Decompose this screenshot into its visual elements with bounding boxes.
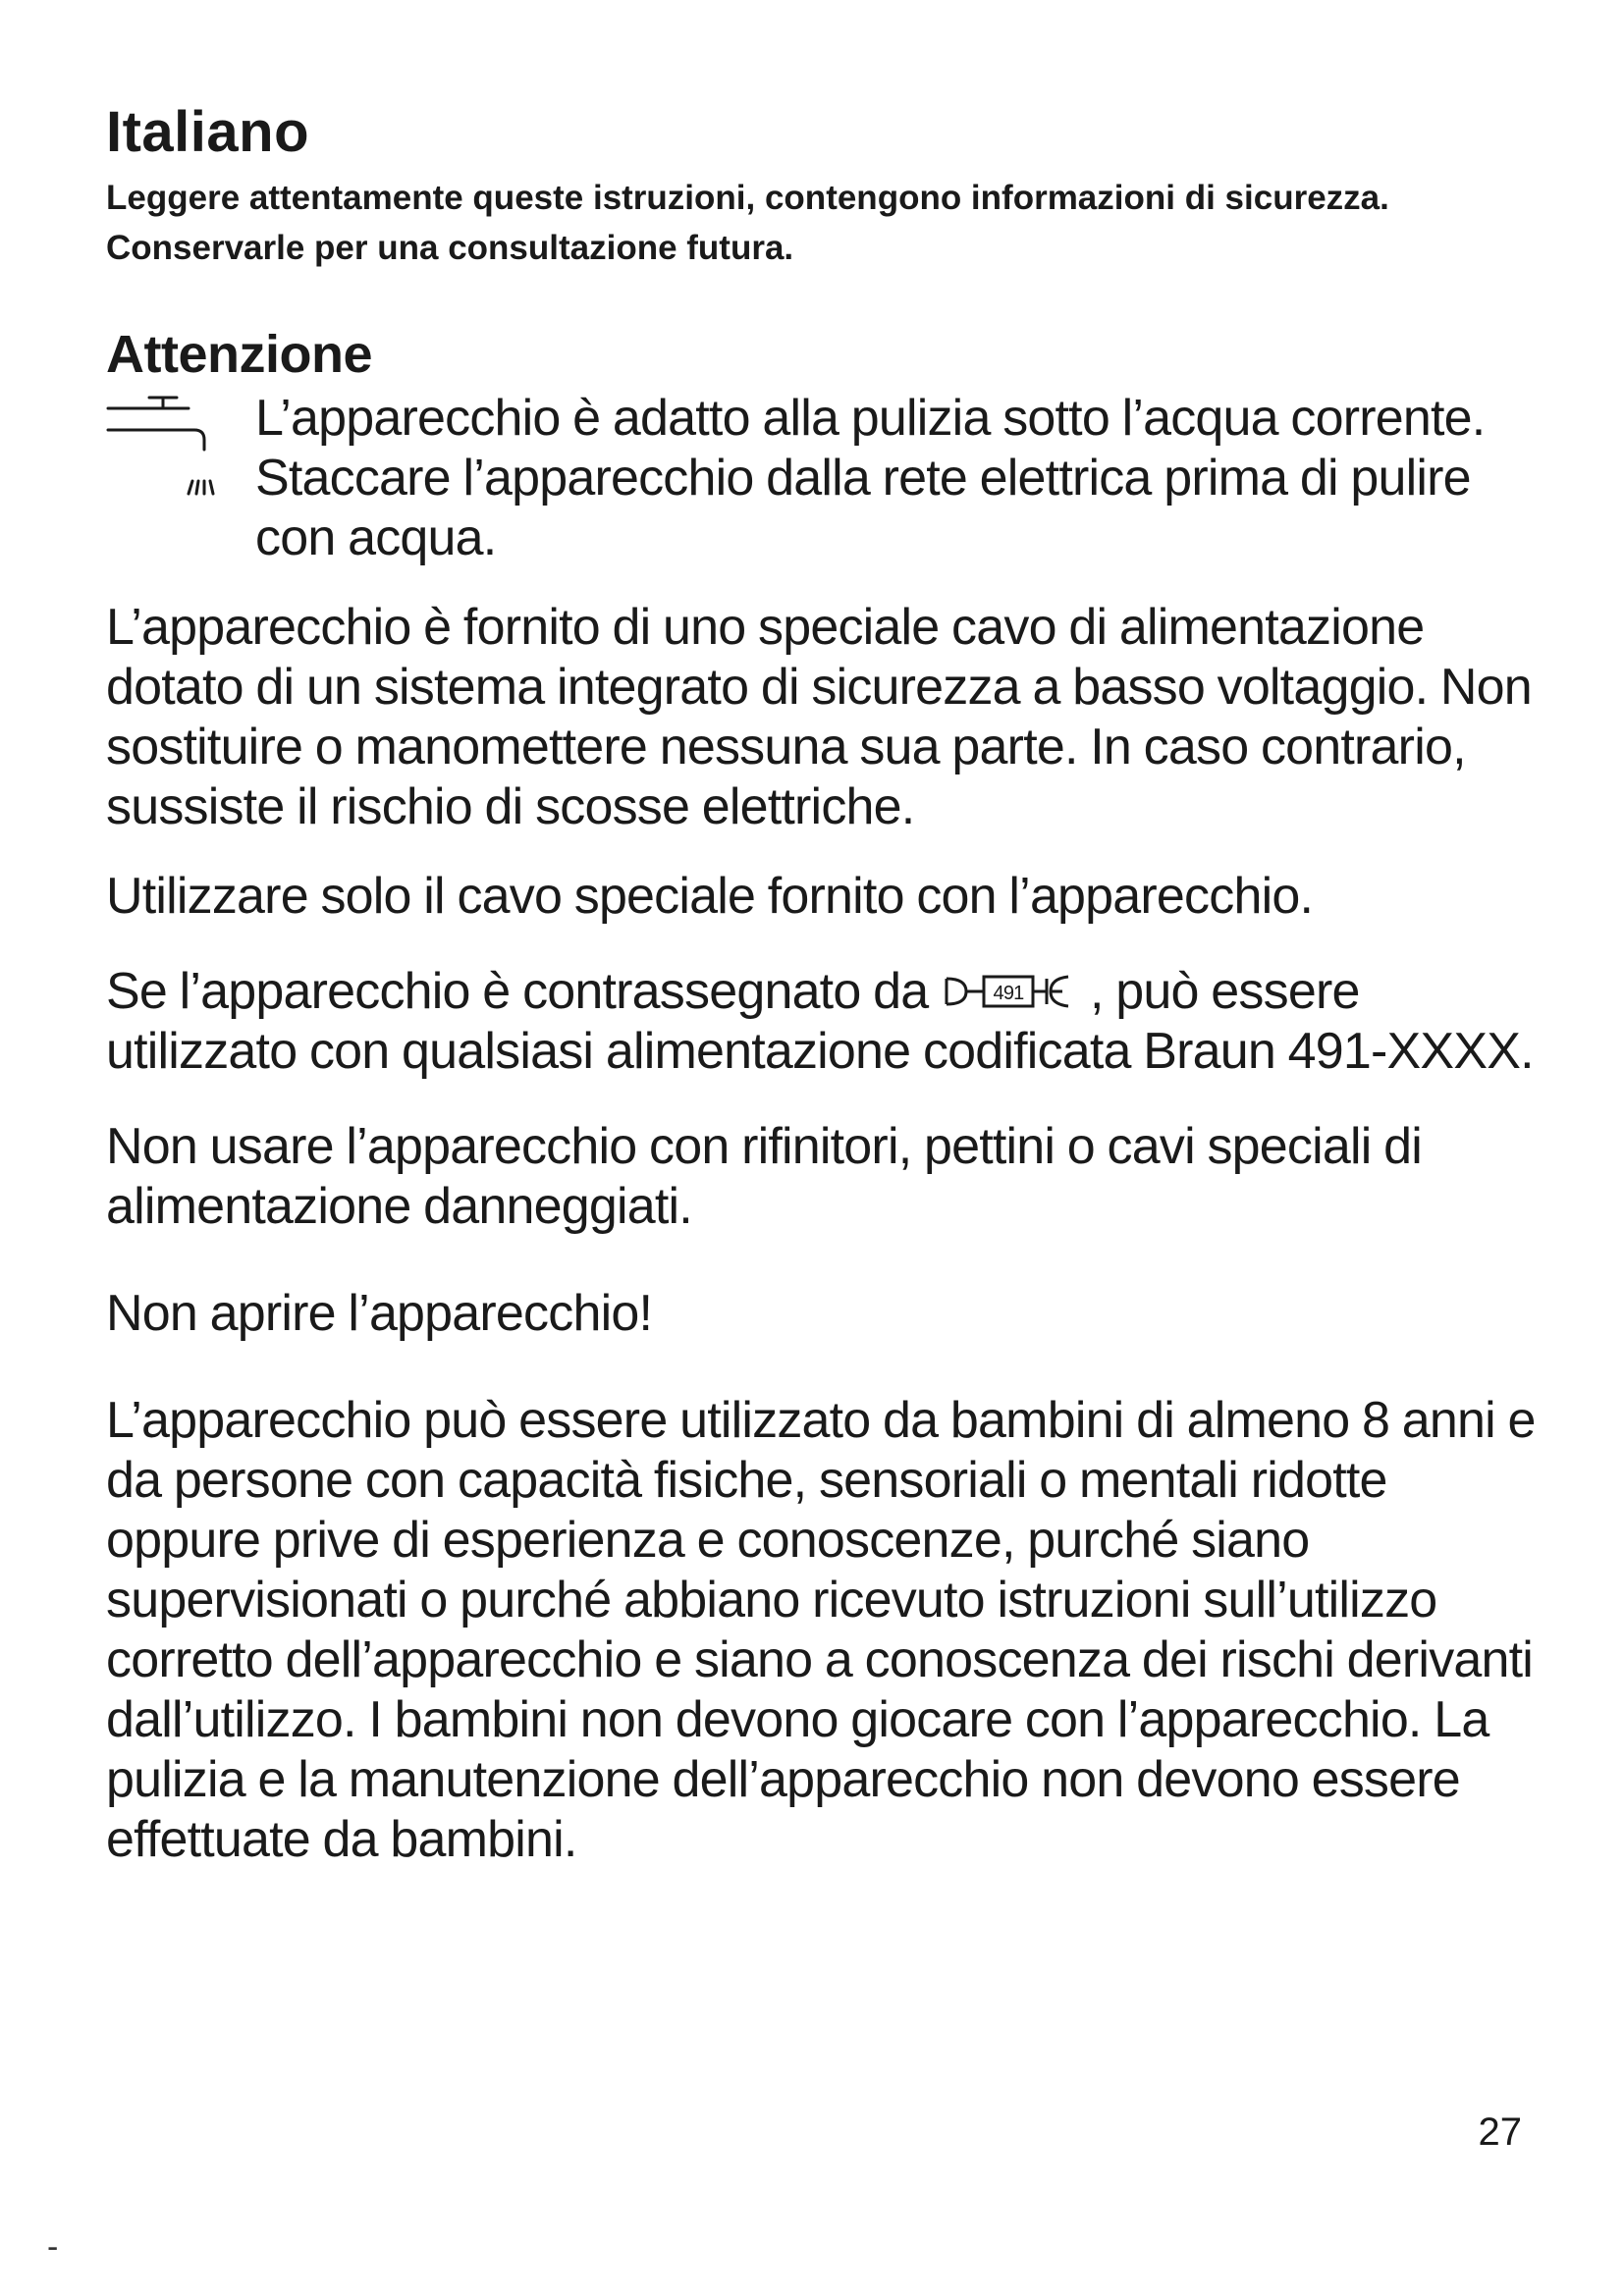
- warning-text: L’apparecchio è adatto alla pulizia sotto l’acqua corrente. Staccare l’apparecchio dalla rete elettrica prima di pulire con acqua.: [255, 389, 1486, 566]
- manual-page: [106, 98, 1540, 1870]
- paragraph-use-cable: Utilizzare solo il cavo speciale fornito con l’apparecchio.: [106, 867, 1314, 925]
- page-number: 27: [1478, 2110, 1522, 2154]
- corner-mark: -: [47, 2228, 59, 2266]
- paragraph-damaged: Non usare l’apparecchio con rifinitori, pettini o cavi speciali di alimentazione danneggiati.: [106, 1117, 1423, 1235]
- paragraph-symbol: [106, 962, 1540, 1082]
- intro-text: Leggere attentamente queste istruzioni, contengono informazioni di sicurezza. Conservarle per una consultazione futura.: [106, 178, 1389, 267]
- paragraph-children: L’apparecchio può essere utilizzato da bambini di almeno 8 anni e da persone con capacità fisiche, sensoriali o mentali ridotte oppure prive di esperienza e conoscenze, purché siano supervisionati o purché abbiano ricevuto istruzioni sull’utilizzo corretto dell’apparecchio e siano a conoscenza dei rischi derivanti dall’utilizzo. I bambini non devono giocare con l’apparecchio. La pulizia e la manutenzione dell’apparecchio non devono essere effettuate da bambini.: [106, 1391, 1536, 1868]
- paragraph-symbol-suffix: , può essere utilizzato con qualsiasi alimentazione codificata Braun 491-XXXX.: [106, 962, 1534, 1080]
- power-cord-491-icon: [941, 969, 1088, 1014]
- page-title: Italiano: [106, 100, 310, 164]
- symbol-label: 491: [993, 982, 1024, 1004]
- warning-block: [106, 389, 1540, 568]
- faucet-running-water-icon: [106, 395, 224, 503]
- paragraph-power-cable: L’apparecchio è fornito di uno speciale cavo di alimentazione dotato di un sistema integrato di sicurezza a basso voltaggio. Non sostituire o manomettere nessuna sua parte. In caso contrario, sussiste il rischio di scosse elettriche.: [106, 598, 1532, 835]
- paragraph-symbol-prefix: Se l’apparecchio è contrassegnato da: [106, 962, 941, 1020]
- section-heading: Attenzione: [106, 324, 372, 384]
- paragraph-do-not-open: Non aprire l’apparecchio!: [106, 1284, 653, 1342]
